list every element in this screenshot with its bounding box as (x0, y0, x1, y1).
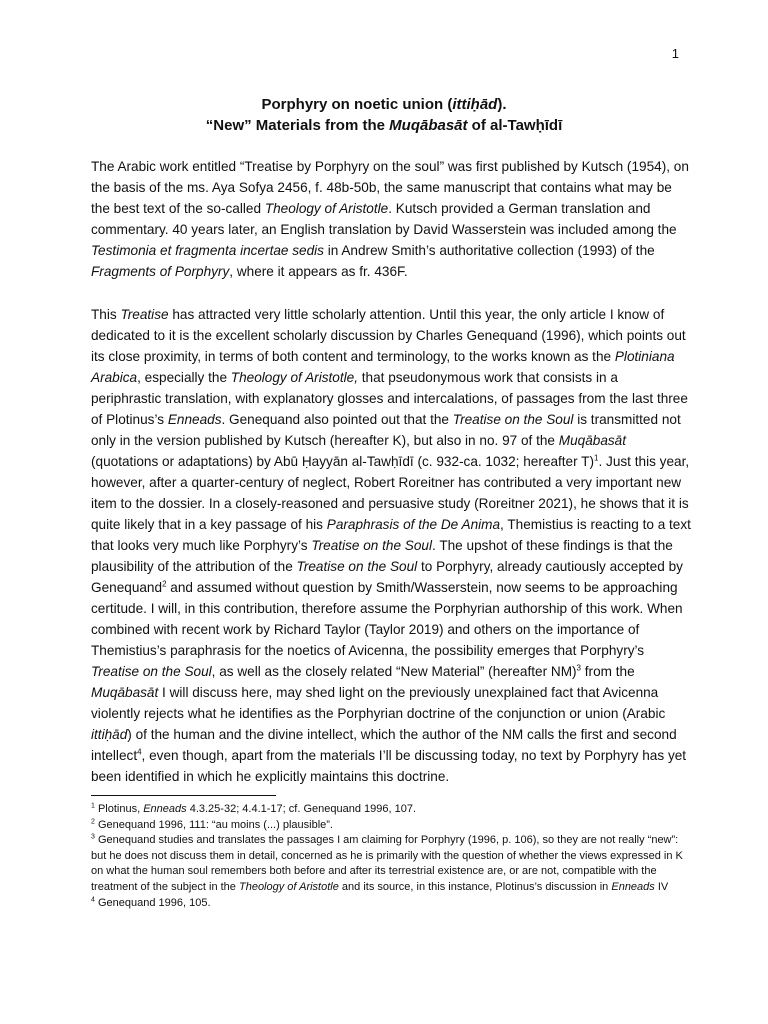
italic-text: Treatise on the Soul (91, 664, 212, 679)
italic-text: Plotiniana Arabica (91, 349, 675, 385)
italic-text: Enneads (611, 880, 655, 893)
italic-text: Treatise on the Soul (311, 538, 433, 553)
text-run: in Andrew Smith’s authoritative collection (1993) of the (323, 243, 655, 258)
footnote-marker: 4 (91, 895, 95, 903)
footnote-marker: 3 (576, 663, 581, 673)
italic-text: ittiḥād (91, 727, 128, 742)
italic-text: Treatise on the Soul (452, 412, 574, 427)
footnote (91, 802, 691, 818)
text-run: Genequand studies and translates the passages I am claiming for Porphyry (1996, p. 106), so they are not really “new”: but he does not discuss them in detail, concerned as he is primarily with the question of whether the views expressed in K on what the human soul remembers both before and after its terrestrial existence are, or are not, compatible with the treatment of the subject in the (91, 834, 683, 893)
footnote-separator (91, 795, 276, 796)
text-run: that pseudonymous work that consists in a periphrastic translation, with explanatory glosses and intercalations, of passages from the last three of Plotinus’s (91, 370, 688, 427)
text-run: Genequand 1996, 111: “au moins (...) plausible”. (94, 818, 333, 831)
italic-text: Treatise (120, 307, 169, 322)
footnote-marker: 4 (137, 747, 142, 757)
text-run: , Themistius is reacting to a text that looks very much like Porphyry’s (91, 517, 691, 553)
footnote-marker: 2 (91, 817, 95, 825)
text-run: , where it appears as fr. 436F. (229, 264, 408, 279)
text-run: IV (654, 880, 669, 893)
text-run: I will discuss here, may shed light on the previously unexplained fact that Avicenna violently rejects what he identifies as the Porphyrian doctrine of the conjunction or union (Arabic (91, 685, 666, 721)
text-run: 4.3.25-32; 4.4.1-17; cf. Genequand 1996, 107. (186, 803, 416, 815)
body-text (91, 156, 691, 809)
page-number: 1 (671, 46, 679, 61)
title-line-2-text: “New” Materials from the (205, 117, 390, 134)
text-run: and assumed without question by Smith/Wasserstein, now seems to be approaching certitude. I will, in this contribution, therefore assume the Porphyrian authorship of this work. When combined with recent work by Richard Taylor (Taylor 2019) and others on the importance of Themistius’s paraphrasis for the noetics of Avicenna, the possibility emerges that Porphyry’s (91, 580, 683, 658)
footnote-marker: 3 (91, 833, 95, 841)
italic-text: Theology of Aristotle, (230, 370, 358, 385)
text-run: . The upshot of these findings is that the plausibility of the attribution of the (91, 538, 673, 574)
text-run: , even though, apart from the materials I’ll be discussing today, no text by Porphyry has yet been identified in which he explicitly maintains this doctrine. (91, 748, 687, 784)
paragraph (91, 304, 691, 787)
text-run: , as well as the closely related “New Material” (hereafter NM) (211, 664, 577, 679)
title-line-2 (0, 115, 768, 136)
text-run: and its source, in this instance, Plotinus’s discussion in (338, 880, 612, 893)
footnote-marker: 1 (594, 453, 599, 463)
text-run: has attracted very little scholarly attention. Until this year, the only article I know of dedicated to it is the excellent scholarly discussion by Charles Genequand (1996), which points out its close proximity, in terms of both content and terminology, to the works known as the (91, 307, 686, 364)
footnote (91, 896, 691, 912)
text-run: , especially the (137, 370, 231, 385)
paragraph (91, 156, 691, 282)
title-line-1-end: ). (497, 96, 507, 113)
text-run: to Porphyry, already cautiously accepted by Genequand (91, 559, 683, 595)
text-run: Plotinus, (94, 803, 144, 815)
title-line-2-italic: Muqābasāt (389, 117, 468, 134)
italic-text: Theology of Aristotle (264, 201, 389, 216)
title-line-2-end: of al-Tawḥīdī (467, 117, 563, 134)
italic-text: Theology of Aristotle (238, 880, 339, 893)
footnotes (91, 802, 691, 911)
text-run: . Just this year, however, after a quarter-century of neglect, Robert Roreitner has contributed a very important new item to the dossier. In a closely-reasoned and persuasive study (Roreitner 2021), he shows that it is quite likely that in a key passage of his (91, 454, 690, 532)
italic-text: Enneads (143, 803, 187, 815)
italic-text: Fragments of Porphyry (91, 264, 230, 279)
title-line-1-text: Porphyry on noetic union ( (261, 96, 453, 113)
text-run: from the (581, 664, 635, 679)
text-run: . Kutsch provided a German translation and commentary. 40 years later, an English translation by David Wasserstein was included among the (91, 201, 677, 237)
title-line-1 (0, 94, 768, 115)
text-run: Genequand 1996, 105. (94, 896, 211, 909)
title-line-1-italic: ittiḥād (452, 96, 498, 113)
italic-text: Treatise on the Soul (296, 559, 418, 574)
text-run: ) of the human and the divine intellect, which the author of the NM calls the first and second intellect (91, 727, 677, 763)
italic-text: Muqābasāt (91, 685, 159, 700)
text-run: is transmitted not only in the version published by Kutsch (hereafter K), but also in no. 97 of the (91, 412, 681, 448)
footnote (91, 833, 691, 895)
italic-text: Testimonia et fragmenta incertae sedis (91, 243, 324, 258)
italic-text: Paraphrasis of the De Anima (326, 517, 501, 532)
text-run: This (91, 307, 121, 322)
footnote-marker: 2 (162, 579, 167, 589)
paper-title (0, 94, 768, 136)
text-run: . Genequand also pointed out that the (221, 412, 453, 427)
text-run: The Arabic work entitled “Treatise by Porphyry on the soul” was first published by Kutsch (1954), on the basis of the ms. Aya Sofya 2456, f. 48b-50b, the same manuscript that contains what may be the best text of the so-called (91, 159, 689, 216)
italic-text: Muqābasāt (558, 433, 627, 448)
text-run: (quotations or adaptations) by Abū Ḥayyān al-Tawḥīdī (c. 932-ca. 1032; hereafter T) (91, 454, 595, 469)
footnote-marker: 1 (91, 802, 95, 810)
footnote (91, 818, 691, 834)
italic-text: Enneads (167, 412, 222, 427)
